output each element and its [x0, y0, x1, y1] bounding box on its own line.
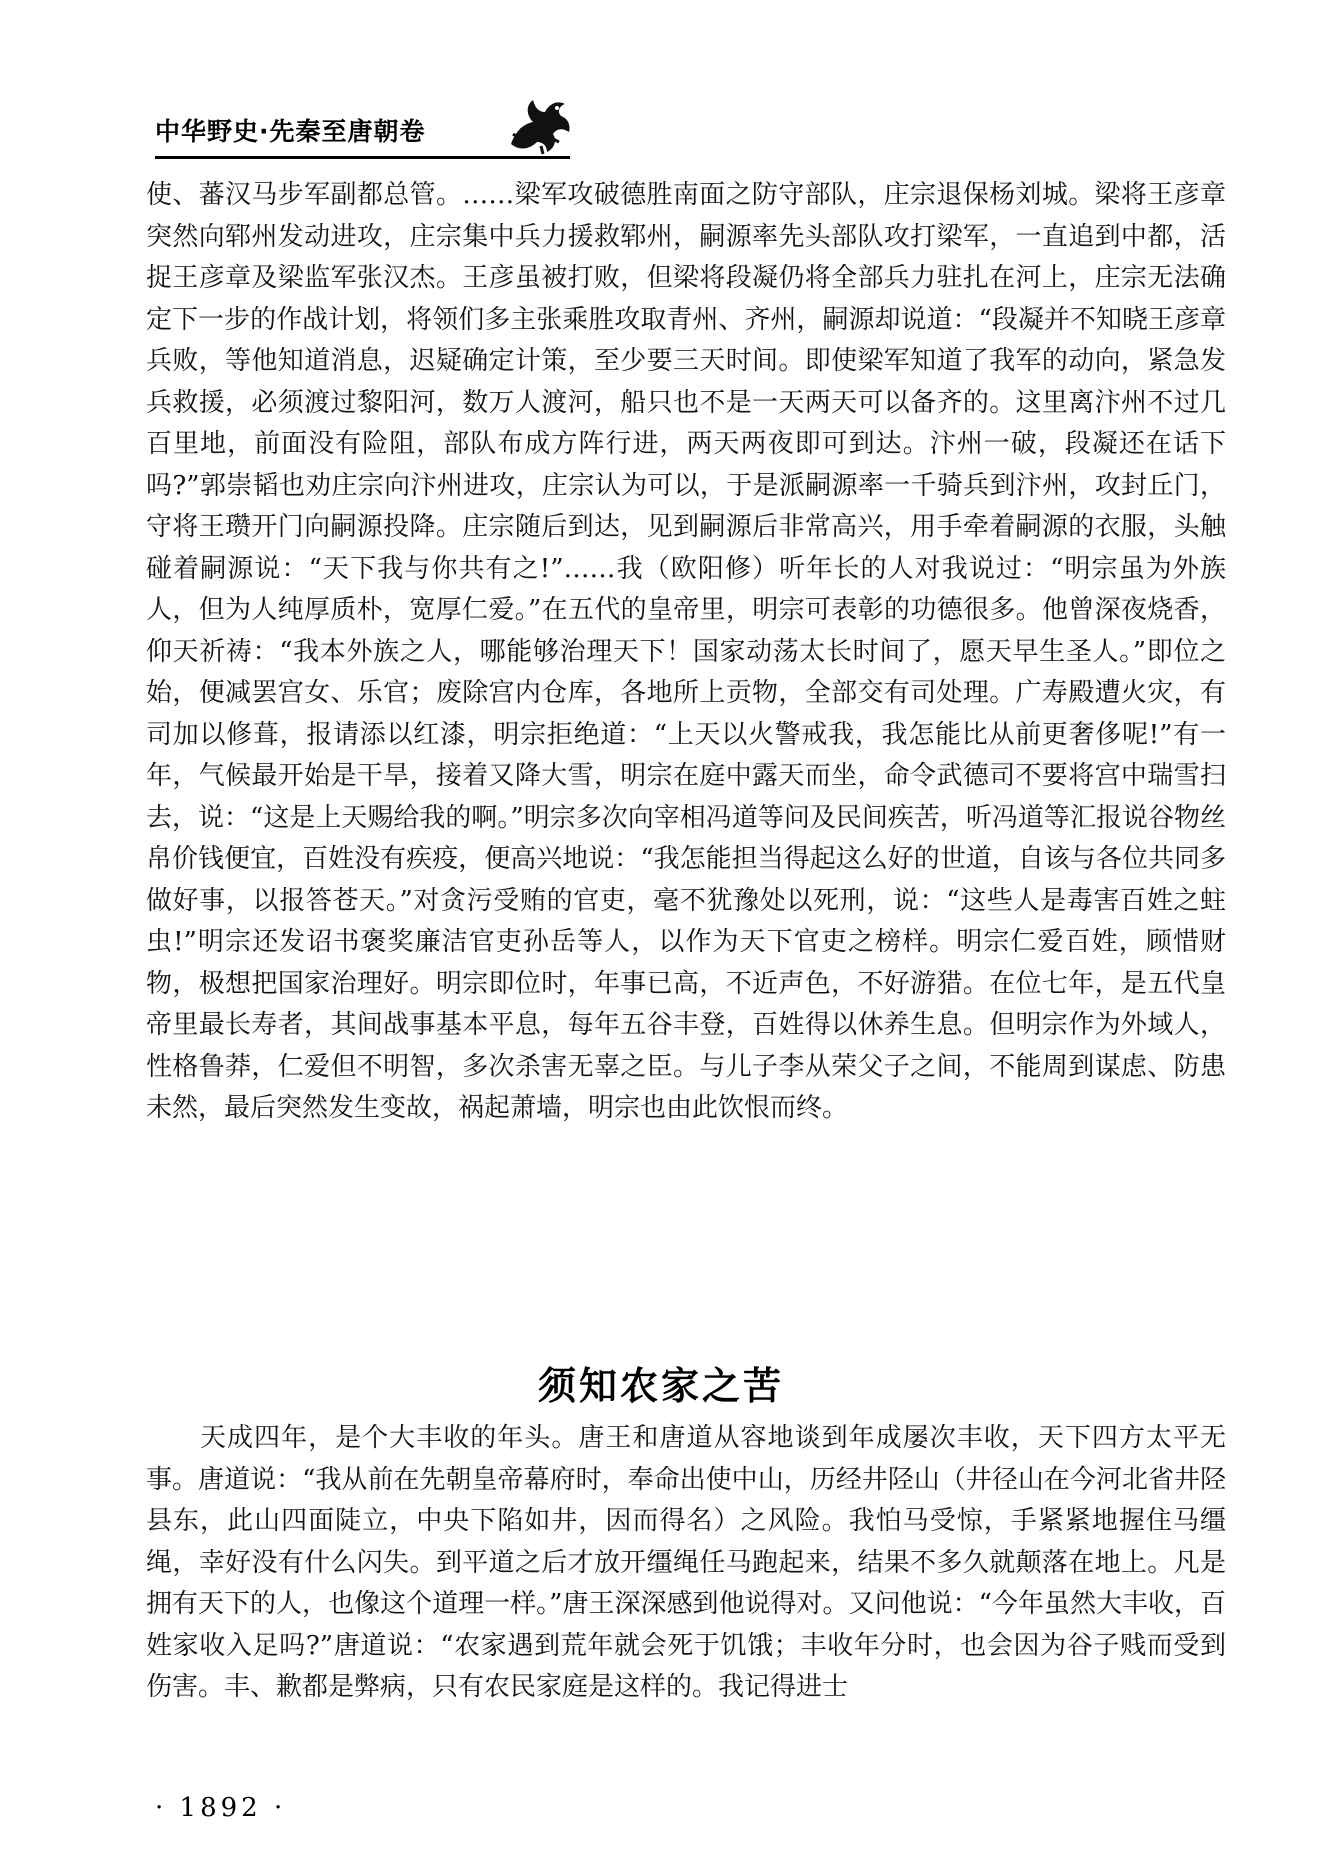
dragon-icon [505, 94, 575, 156]
body-paragraph: 天成四年，是个大丰收的年头。唐王和唐道从容地谈到年成屡次丰收，天下四方太平无事。唐道说：“我从前在先朝皇帝幕府时，奉命出使中山，历经井陉山（井径山在今河北省井陉县东，此山四面陡立，中央下陷如井，因而得名）之风险。我怕马受惊，手紧紧地握住马缰绳，幸好没有什么闪失。到平道之后才放开缰绳任马跑起来，结果不多久就颠落在地上。凡是拥有天下的人，也像这个道理一样。”唐王深深感到他说得对。又问他说：“今年虽然大丰收，百姓家收入足吗?”唐道说：“农家遇到荒年就会死于饥饿；丰收年分时，也会因为谷子贱而受到伤害。丰、歉都是弊病，只有农民家庭是这样的。我记得进士 [146, 1423, 1226, 1702]
section-heading: 须知农家之苦 [537, 1364, 784, 1408]
page-number: · 1892 · [155, 1793, 287, 1823]
body-paragraph: 使、蕃汉马步军副都总管。……梁军攻破德胜南面之防守部队，庄宗退保杨刘城。梁将王彦章突然向郓州发动进攻，庄宗集中兵力援救郓州，嗣源率先头部队攻打梁军，一直追到中都，活捉王彦章及梁监军张汉杰。王彦虽被打败，但梁将段凝仍将全部兵力驻扎在河上，庄宗无法确定下一步的作战计划，将领们多主张乘胜攻取青州、齐州，嗣源却说道：“段凝并不知晓王彦章兵败，等他知道消息，迟疑确定计策，至少要三天时间。即使梁军知道了我军的动向，紧急发兵救援，必须渡过黎阳河，数万人渡河，船只也不是一天两天可以备齐的。这里离汴州不过几百里地，前面没有险阻，部队布成方阵行进，两天两夜即可到达。汴州一破，段凝还在话下吗?”郭崇韬也劝庄宗向汴州进攻，庄宗认为可以，于是派嗣源率一千骑兵到汴州，攻封丘门，守将王瓒开门向嗣源投降。庄宗随后到达，见到嗣源后非常高兴，用手牵着嗣源的衣服，头触碰着嗣源说：“天下我与你共有之!”……我（欧阳修）听年长的人对我说过：“明宗虽为外族人，但为人纯厚质朴，宽厚仁爱。”在五代的皇帝里，明宗可表彰的功德很多。他曾深夜烧香，仰天祈祷：“我本外族之人，哪能够治理天下！国家动荡太长时间了，愿天早生圣人。”即位之始，便减罢宫女、乐官；废除宫内仓库，各地所上贡物，全部交有司处理。广寿殿遭火灾，有司加以修葺，报请添以红漆，明宗拒绝道：“上天以火警戒我，我怎能比从前更奢侈呢!”有一年，气候最开始是干旱，接着又降大雪，明宗在庭中露天而坐，命令武德司不要将宫中瑞雪扫去，说：“这是上天赐给我的啊。”明宗多次向宰相冯道等问及民间疾苦，听冯道等汇报说谷物丝帛价钱便宜，百姓没有疾疫，便高兴地说：“我怎能担当得起这么好的世道，自该与各位共同多做好事，以报答苍天。”对贪污受贿的官吏，毫不犹豫处以死刑，说：“这些人是毒害百姓之蛀虫!”明宗还发诏书褒奖廉洁官吏孙岳等人，以作为天下官吏之榜样。明宗仁爱百姓，顾惜财物，极想把国家治理好。明宗即位时，年事已高，不近声色，不好游猎。在位七年，是五代皇帝里最长寿者，其间战事基本平息，每年五谷丰登，百姓得以休养生息。但明宗作为外域人，性格鲁莽，仁爱但不明智，多次杀害无辜之臣。与儿子李从荣父子之间，不能周到谋虑、防患未然，最后突然发生变故，祸起萧墙，明宗也由此饮恨而终。 [146, 180, 1226, 1123]
header-rule [155, 156, 570, 159]
running-header [155, 94, 570, 164]
book-title: 中华野史·先秦至唐朝卷 [155, 117, 426, 146]
